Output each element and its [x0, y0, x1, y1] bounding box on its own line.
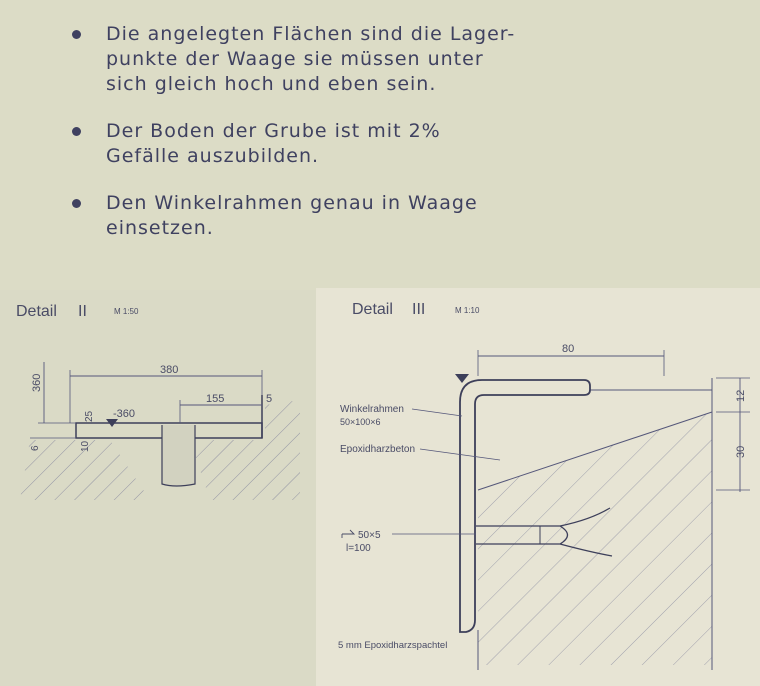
dim-top: 12 — [735, 389, 747, 402]
note-line: einsetzen. — [106, 217, 214, 239]
leader-line — [412, 409, 462, 416]
dim-bottom-left: 6 — [30, 445, 41, 451]
label-filler: 5 mm Epoxidharzspachtel — [338, 640, 448, 651]
note-line: Die angelegten Flächen sind die Lager- — [106, 23, 516, 45]
dim-width: 80 — [562, 343, 575, 355]
dim-total-width: 380 — [160, 364, 179, 376]
note-line: Der Boden der Grube ist mit 2% — [106, 120, 441, 142]
detail-2-numeral: II — [78, 303, 87, 320]
dim-bottom-small: 10 — [80, 440, 91, 452]
dim-right-width: 155 — [206, 393, 225, 405]
ground-hatch-right — [190, 400, 300, 500]
label-concrete: Epoxidharzbeton — [340, 444, 416, 455]
pit-post — [162, 425, 195, 486]
detail-2-title: Detail — [16, 303, 57, 320]
detail-3-scale: M 1:10 — [455, 306, 480, 315]
detail-2-drawing — [16, 303, 300, 500]
label-frame: Winkelrahmen — [340, 404, 404, 415]
label-anchor-length: l=100 — [346, 543, 371, 554]
detail-2-scale: M 1:50 — [114, 307, 139, 316]
detail-3-numeral: III — [412, 301, 426, 318]
level-mark: -360 — [113, 408, 136, 420]
dim-right-small: 5 — [266, 393, 273, 405]
note-line: Den Winkelrahmen genau in Waage — [106, 192, 478, 214]
dim-depth: 30 — [735, 445, 747, 458]
flat-bar-icon — [342, 530, 354, 538]
detail-3-drawing — [338, 301, 750, 670]
label-frame-size: 50×100×6 — [340, 417, 381, 427]
detail-3-title: Detail — [352, 301, 393, 318]
dim-left-small: 25 — [84, 410, 95, 422]
level-marker-icon — [455, 374, 469, 383]
note-line: punkte der Waage sie müssen unter — [106, 48, 484, 70]
note-line: sich gleich hoch und eben sein. — [106, 73, 437, 95]
dim-height: 360 — [31, 373, 43, 392]
label-anchor: 50×5 — [358, 530, 381, 541]
note-line: Gefälle auszubilden. — [106, 145, 320, 167]
